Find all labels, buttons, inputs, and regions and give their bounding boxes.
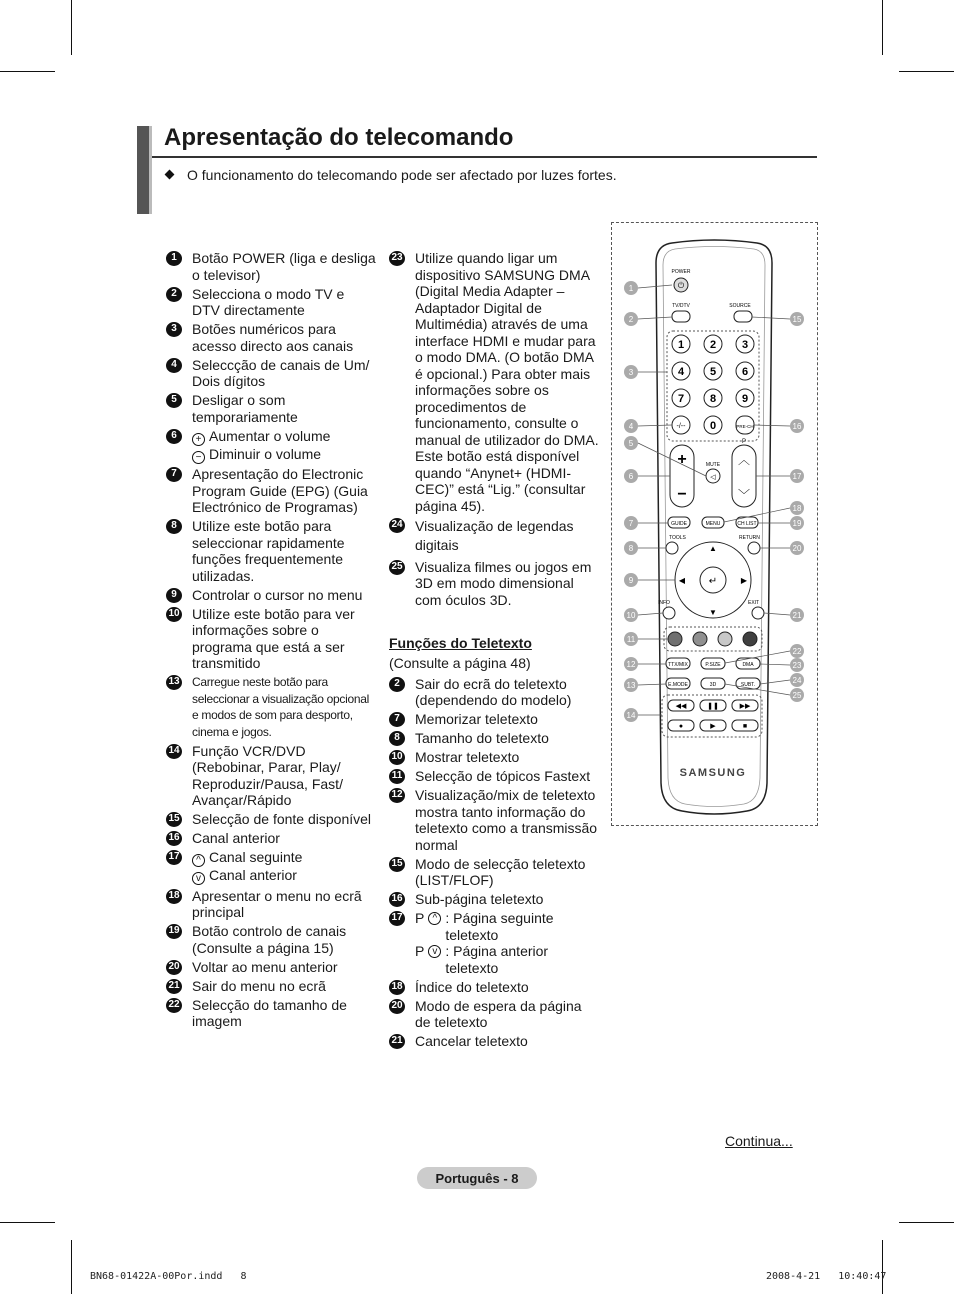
title-accent-bar <box>149 126 152 214</box>
callout-number: 24 <box>792 676 802 685</box>
channel-up-text: Canal seguinte <box>209 849 303 865</box>
power-icon: ⏻ <box>677 281 685 290</box>
number-badge: 11 <box>389 769 405 784</box>
callout-number: 11 <box>626 635 636 644</box>
guide-label: GUIDE <box>671 521 687 527</box>
emode-label: E.MODE <box>668 682 688 688</box>
digit-label: 1 <box>677 339 685 351</box>
item-text: Utilize este botão para seleccionar rapidamente funções frequentemente utilizadas. <box>192 518 345 584</box>
callout-number: 15 <box>792 315 802 324</box>
enter-icon: ↵ <box>708 576 718 587</box>
item-text: Apresentar o menu no ecrã principal <box>192 887 362 920</box>
callout-number: 6 <box>628 472 634 481</box>
tvdtv-button <box>672 311 690 322</box>
callout-number: 4 <box>628 422 634 431</box>
note-text: O funcionamento do telecomando pode ser afectado por luzes fortes. <box>187 167 617 183</box>
digit-label: 8 <box>709 393 717 405</box>
callout-number: 22 <box>792 647 802 656</box>
item-text: Apresentação do Electronic Program Guide (EPG) (Guia Electrónico de Programas) <box>192 466 368 515</box>
info-button <box>663 607 675 619</box>
item-text: Botões numéricos para acesso directo aos canais <box>192 321 354 354</box>
middle-column <box>389 250 599 1052</box>
list-item <box>389 979 599 996</box>
item-text: Botão POWER (liga e desliga o televisor) <box>192 250 376 283</box>
number-badge: 12 <box>389 788 405 803</box>
item-text <box>415 910 599 976</box>
number-badge: 18 <box>389 980 405 995</box>
digit-label: 0 <box>709 420 717 432</box>
item-text: Mostrar teletexto <box>415 749 520 765</box>
pause-icon: ❚❚ <box>707 703 719 710</box>
callout-number: 12 <box>626 660 636 669</box>
channel-down-icon: ﹀ <box>737 488 751 502</box>
digit-label: 5 <box>709 366 717 378</box>
number-badge: 2 <box>166 287 182 302</box>
crop-mark <box>71 0 72 55</box>
item-text: Sair do menu no ecrã <box>192 977 326 994</box>
number-badge: 22 <box>166 998 182 1013</box>
item-text: Selecção de fonte disponível <box>192 811 372 827</box>
crop-mark <box>882 0 883 55</box>
arrow-down-icon: ▼ <box>709 608 717 617</box>
list-item <box>389 676 599 709</box>
source-button <box>734 311 752 322</box>
number-badge: 4 <box>166 358 182 373</box>
record-icon: ● <box>678 723 684 730</box>
list-item <box>166 286 376 319</box>
item-text: Utilize quando ligar um dispositivo SAMSUNG DMA (Digital Media Adapter – Adaptador Digital de Multimédia) através de uma interface HDMI e mudar para o modo DMA. (O botão DMA é opcional.) Para obter mais informações sobre os procedimentos de funcionamento, consulte o manual de utilizador do DMA. Este botão está disponível quando “Anynet+ (HDMI-CEC)” está “Lig.” (consultar página 45). <box>415 250 599 514</box>
arrow-right-icon: ▶ <box>740 576 748 585</box>
digit-label: 3 <box>741 339 749 351</box>
item-text: Memorizar teletexto <box>415 711 538 727</box>
crop-mark <box>899 71 954 72</box>
chevron-up-icon: ^ <box>192 854 205 867</box>
item-text: Tamanho do teletexto <box>415 730 549 746</box>
number-badge: 15 <box>166 812 182 827</box>
item-text: Visualização de legendas digitais <box>415 517 574 553</box>
list-item <box>389 559 599 609</box>
item-text: Índice do teletexto <box>415 978 529 995</box>
footer-filename: BN68-01422A-00Por.indd 8 <box>90 1271 247 1282</box>
callout-number: 18 <box>792 504 802 513</box>
number-badge: 19 <box>166 924 182 939</box>
item-text: Visualização/mix de teletexto mostra tanto informação do teletexto como a transmissão normal <box>415 787 598 853</box>
volume-down-text: Diminuir o volume <box>209 445 322 462</box>
crop-mark <box>899 1222 954 1223</box>
digit-label: 6 <box>741 366 749 378</box>
callout-number: 19 <box>792 519 802 528</box>
number-badge: 7 <box>389 712 405 727</box>
list-item <box>166 250 376 283</box>
item-text: Selecciona o modo TV e DTV directamente <box>192 285 345 318</box>
callout-number: 7 <box>628 519 634 528</box>
ttxmix-label: TTX/MIX <box>668 662 688 668</box>
prech-label: PRE-CH <box>736 424 754 429</box>
item-text: Voltar ao menu anterior <box>192 958 338 975</box>
chevron-up-icon: ^ <box>428 912 441 925</box>
number-badge: 20 <box>166 960 182 975</box>
item-text <box>192 849 376 885</box>
crop-mark <box>882 1240 883 1294</box>
list-item <box>166 959 376 976</box>
number-badge: 16 <box>166 831 182 846</box>
yellow-button <box>718 632 732 646</box>
item-text: Sair do ecrã do teletexto (dependendo do modelo) <box>415 675 572 708</box>
page-down-text: : Página anterior teletexto <box>445 943 549 976</box>
list-item <box>166 357 376 390</box>
callout-number: 10 <box>626 611 636 620</box>
crop-mark <box>71 1240 72 1294</box>
number-badge: 1 <box>166 251 182 266</box>
p-label: P <box>415 910 425 926</box>
teletext-subtitle: (Consulte a página 48) <box>389 655 531 671</box>
list-item <box>166 518 376 584</box>
exit-button <box>752 607 764 619</box>
footer-timestamp: 2008-4-21 10:40:47 <box>766 1271 887 1282</box>
list-item <box>166 923 376 956</box>
item-text: Controlar o cursor no menu <box>192 586 363 603</box>
stop-icon: ■ <box>742 723 748 730</box>
list-item <box>166 849 376 885</box>
digit-label: 9 <box>741 393 749 405</box>
callouts-left <box>624 281 638 722</box>
mute-label: MUTE <box>705 462 721 468</box>
list-item <box>389 517 599 555</box>
page-title: Apresentação do telecomando <box>164 124 514 151</box>
number-badge: 18 <box>166 889 182 904</box>
callout-number: 9 <box>628 576 634 585</box>
callout-number: 20 <box>792 544 802 553</box>
number-badge: 7 <box>166 467 182 482</box>
return-label: RETURN <box>739 535 760 541</box>
diamond-bullet-icon <box>165 170 175 180</box>
item-text: Visualiza filmes ou jogos em 3D em modo dimensional com óculos 3D. <box>415 558 592 608</box>
exit-label: EXIT <box>748 600 760 606</box>
channel-down-text: Canal anterior <box>209 867 297 883</box>
volume-up-text: Aumentar o volume <box>209 427 331 444</box>
green-button <box>693 632 707 646</box>
callout-number: 3 <box>628 368 634 377</box>
callout-number: 17 <box>792 472 802 481</box>
list-item <box>389 891 599 908</box>
brand-logo: SAMSUNG <box>679 767 747 779</box>
volume-down-icon: − <box>677 486 687 503</box>
list-item <box>166 466 376 516</box>
list-item <box>389 910 599 976</box>
list-item <box>166 392 376 425</box>
blue-button <box>743 632 757 646</box>
list-item <box>166 587 376 604</box>
number-badge: 8 <box>389 731 405 746</box>
list-item <box>166 321 376 354</box>
item-text: Desligar o som temporariamente <box>192 392 298 425</box>
list-item <box>389 768 599 785</box>
item-text: Selecção de tópicos Fastext <box>415 768 591 784</box>
arrow-up-icon: ▲ <box>709 544 717 553</box>
callouts-right <box>790 312 804 702</box>
callout-number: 25 <box>792 691 802 700</box>
number-badge: 10 <box>389 750 405 765</box>
tools-label: TOOLS <box>669 535 686 541</box>
number-badge: 14 <box>166 744 182 759</box>
p-label: P <box>741 439 747 445</box>
crop-mark <box>0 1222 55 1223</box>
play-icon: ▶ <box>710 723 716 730</box>
continue-link: Continua... <box>725 1133 793 1149</box>
list-item <box>166 674 376 740</box>
callout-number: 14 <box>626 711 636 720</box>
number-badge: 17 <box>166 850 182 865</box>
number-badge: 21 <box>166 979 182 994</box>
item-text: Selecção do tamanho de imagem <box>192 996 347 1029</box>
title-accent-bar <box>137 126 149 214</box>
number-badge: 6 <box>166 429 182 444</box>
volume-up-icon: + <box>677 451 687 468</box>
number-badge: 21 <box>389 1034 405 1049</box>
item-text: Modo de espera da página de teletexto <box>415 997 582 1030</box>
number-badge: 9 <box>166 588 182 603</box>
title-rule <box>152 156 817 158</box>
list-item <box>389 998 599 1031</box>
remote-control-illustration <box>612 223 817 825</box>
return-button <box>748 542 760 554</box>
dash-label: -/-- <box>676 423 686 430</box>
item-text: Utilize este botão para ver informações sobre o programa que está a ser transmitido <box>192 605 355 671</box>
crop-mark <box>0 71 55 72</box>
item-text: Cancelar teletexto <box>415 1033 528 1049</box>
callout-number: 21 <box>792 611 802 620</box>
list-item <box>389 749 599 766</box>
item-text <box>192 428 376 464</box>
chevron-down-icon: v <box>192 872 205 885</box>
source-label: SOURCE <box>729 303 751 309</box>
item-text: Seleccção de canais de Um/ Dois dígitos <box>192 356 370 389</box>
forward-icon: ▶▶ <box>739 703 751 710</box>
power-label: POWER <box>671 269 691 275</box>
list-item <box>389 856 599 889</box>
channel-up-icon: ︿ <box>737 453 751 467</box>
remote-illustration-frame <box>611 222 818 826</box>
item-text: Botão controlo de canais (Consulte a página 15) <box>192 923 347 956</box>
rewind-icon: ◀◀ <box>675 703 687 710</box>
callout-number: 8 <box>628 544 634 553</box>
number-badge: 23 <box>389 251 405 266</box>
plus-icon: + <box>192 433 205 446</box>
tvdtv-label: TV/DTV <box>672 303 690 309</box>
list-item <box>166 997 376 1030</box>
number-badge: 13 <box>166 675 182 690</box>
arrow-left-icon: ◀ <box>678 576 686 585</box>
list-item <box>166 606 376 672</box>
number-badge: 5 <box>166 393 182 408</box>
minus-icon: − <box>192 451 205 464</box>
number-badge: 24 <box>389 518 405 533</box>
item-text: Sub-página teletexto <box>415 891 544 907</box>
list-item <box>389 787 599 853</box>
callout-number: 13 <box>626 681 636 690</box>
callout-number: 1 <box>628 284 634 293</box>
item-text: Carregue neste botão para seleccionar a visualização opcional e modos de som para desporto, cinema e jogos. <box>192 675 369 739</box>
item-text: Canal anterior <box>192 830 280 846</box>
three-d-label: 3D <box>709 682 717 688</box>
number-badge: 3 <box>166 322 182 337</box>
number-badge: 17 <box>389 911 405 926</box>
menu-label: MENU <box>705 521 721 527</box>
psize-label: P.SIZE <box>705 662 721 668</box>
chevron-down-icon: v <box>428 945 441 958</box>
info-label: INFO <box>658 600 670 606</box>
callout-number: 16 <box>792 422 802 431</box>
list-item <box>389 1033 599 1050</box>
callout-number: 2 <box>628 315 634 324</box>
dma-label: DMA <box>742 662 754 668</box>
number-badge: 20 <box>389 999 405 1014</box>
teletext-title: Funções do Teletexto <box>389 634 532 651</box>
digit-label: 7 <box>677 393 685 405</box>
item-text: Modo de selecção teletexto (LIST/FLOF) <box>415 855 586 888</box>
list-item <box>166 830 376 847</box>
item-text: Função VCR/DVD (Rebobinar, Parar, Play/ Reproduzir/Pausa, Fast/ Avançar/Rápido <box>192 742 343 808</box>
callout-number: 5 <box>628 439 634 448</box>
list-item <box>389 711 599 728</box>
mute-icon: ◁ <box>710 474 716 481</box>
list-item <box>166 428 376 464</box>
list-item <box>389 730 599 747</box>
list-item <box>166 811 376 828</box>
red-button <box>668 632 682 646</box>
number-badge: 15 <box>389 857 405 872</box>
number-badge: 8 <box>166 519 182 534</box>
number-badge: 25 <box>389 560 405 575</box>
page-up-text: : Página seguinte teletexto <box>445 910 554 943</box>
number-badge: 16 <box>389 892 405 907</box>
chlist-label: CH LIST <box>737 521 757 527</box>
list-item <box>166 978 376 995</box>
subt-label: SUBT. <box>740 682 756 688</box>
number-badge: 10 <box>166 607 182 622</box>
page-number-badge: Português - 8 <box>417 1167 537 1189</box>
number-badge: 2 <box>389 677 405 692</box>
digit-label: 4 <box>677 366 685 378</box>
list-item <box>166 743 376 809</box>
list-item <box>389 250 599 514</box>
digit-label: 2 <box>709 339 717 351</box>
callout-number: 23 <box>792 661 802 670</box>
note <box>166 167 617 183</box>
list-item <box>166 888 376 921</box>
left-column <box>166 250 376 1032</box>
tools-button <box>666 542 678 554</box>
p-label: P <box>415 943 425 959</box>
